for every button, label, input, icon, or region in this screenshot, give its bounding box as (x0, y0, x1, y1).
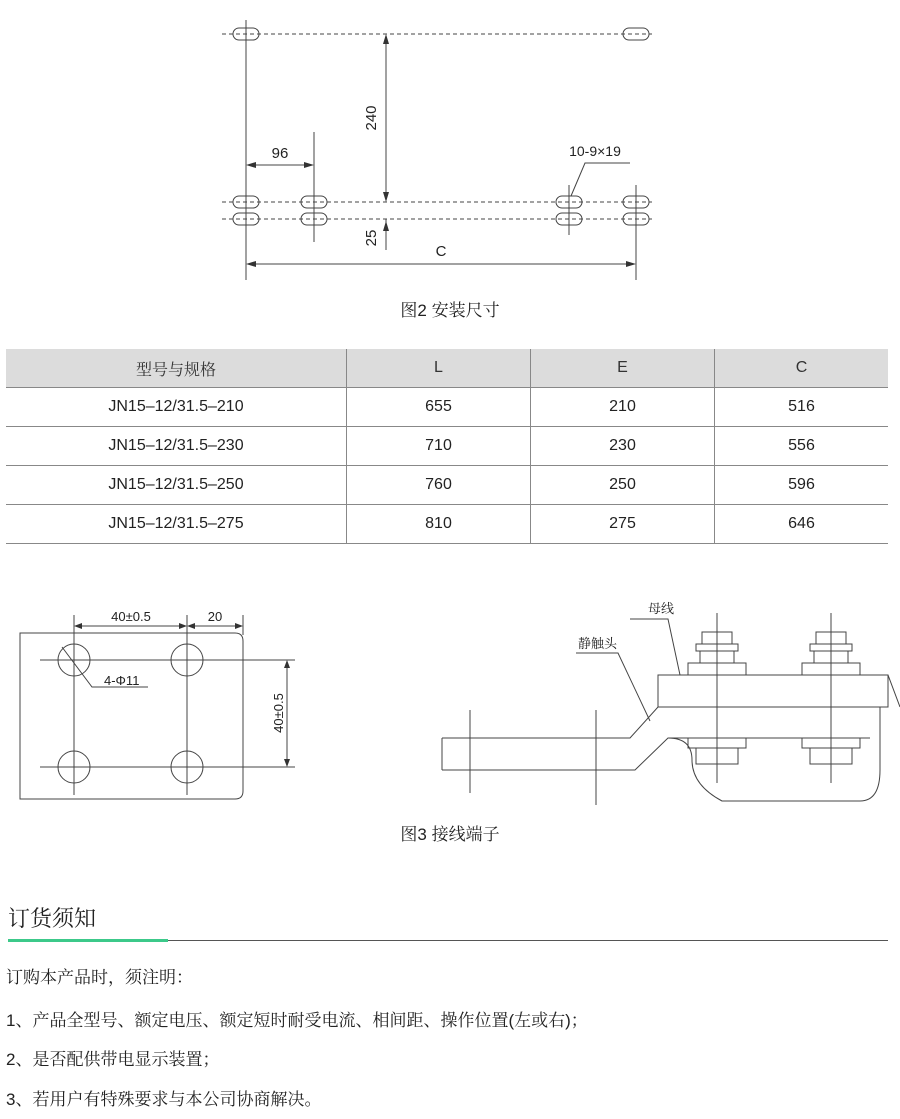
cell-l: 760 (347, 466, 531, 505)
cell-model: JN15–12/31.5–275 (6, 505, 347, 544)
cell-c: 516 (715, 388, 889, 427)
col-header-c: C (715, 349, 889, 388)
cell-e: 210 (531, 388, 715, 427)
dim-96-label: 96 (271, 145, 289, 162)
dim-c-label: C (435, 243, 447, 260)
table-row (6, 427, 888, 466)
cell-l: 810 (347, 505, 531, 544)
dim-40-vertical-label: 40±0.5 (271, 693, 286, 733)
dim-slot-label: 10-9×19 (569, 143, 621, 159)
col-header-l: L (347, 349, 531, 388)
hole-spec-label: 4-Φ11 (104, 673, 140, 688)
cell-e: 250 (531, 466, 715, 505)
ordering-section-title: 订货须知 (8, 906, 97, 931)
table-row (6, 505, 888, 544)
cell-model: JN15–12/31.5–210 (6, 388, 347, 427)
figure-2-caption: 图2 安装尺寸 (400, 301, 500, 320)
section-accent-bar (8, 939, 168, 942)
dim-25-label: 25 (363, 229, 380, 247)
spec-table (6, 349, 888, 544)
cell-e: 275 (531, 505, 715, 544)
dim-240-label: 240 (363, 105, 380, 131)
cell-c: 596 (715, 466, 889, 505)
cell-c: 646 (715, 505, 889, 544)
figure-3-caption: 图3 接线端子 (400, 825, 500, 844)
installation-dimension-drawing (0, 0, 900, 290)
cell-e: 230 (531, 427, 715, 466)
table-row (6, 388, 888, 427)
terminal-plate-drawing (0, 595, 320, 810)
ordering-item-2: 2、是否配供带电显示装置； (6, 1050, 220, 1069)
terminal-connection-drawing (430, 595, 900, 815)
table-header-row (6, 349, 888, 388)
ordering-intro: 订购本产品时，须注明： (6, 968, 193, 987)
ordering-item-1: 1、产品全型号、额定电压、额定短时耐受电流、相间距、操作位置(左或右)； (6, 1011, 588, 1030)
cell-c: 556 (715, 427, 889, 466)
cell-l: 710 (347, 427, 531, 466)
col-header-model: 型号与规格 (6, 349, 347, 388)
static-contact-label: 静触头 (578, 636, 618, 651)
table-row (6, 466, 888, 505)
busbar-label: 母线 (648, 601, 675, 616)
dim-20-label: 20 (207, 609, 223, 624)
cell-model: JN15–12/31.5–250 (6, 466, 347, 505)
cell-l: 655 (347, 388, 531, 427)
cell-model: JN15–12/31.5–230 (6, 427, 347, 466)
col-header-e: E (531, 349, 715, 388)
dim-40-label: 40±0.5 (111, 609, 151, 624)
ordering-item-3: 3、若用户有特殊要求与本公司协商解决。 (6, 1090, 322, 1109)
